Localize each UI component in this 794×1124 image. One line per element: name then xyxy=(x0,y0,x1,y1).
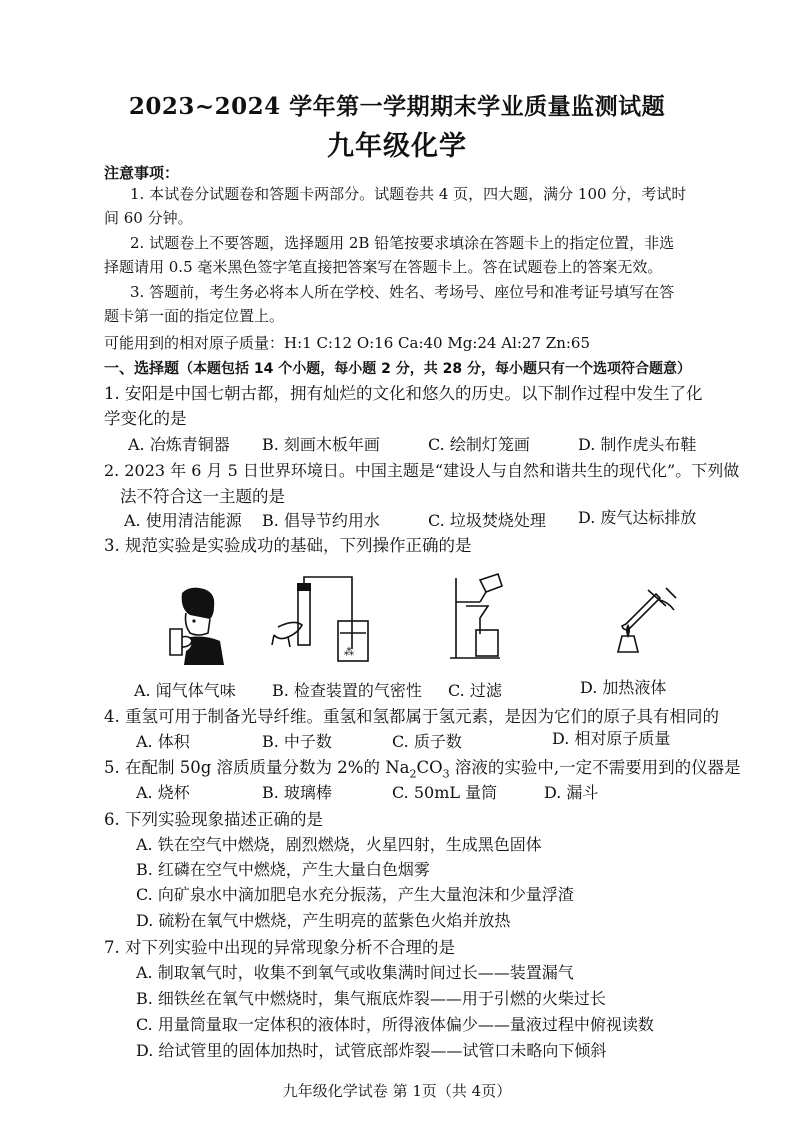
formula-subscript-2: 2 xyxy=(409,767,417,781)
figure-filtration xyxy=(440,572,520,662)
question-6-option-b: B. 红磷在空气中燃烧，产生大量白色烟雾 xyxy=(136,860,430,879)
notice-item-1-line-2: 间 60 分钟。 xyxy=(104,209,193,227)
question-7-option-d: D. 给试管里的固体加热时，试管底部炸裂——试管口未略向下倾斜 xyxy=(136,1041,607,1060)
question-1-option-b: B. 刻画木板年画 xyxy=(262,435,380,454)
question-2-option-a: A. 使用清洁能源 xyxy=(124,511,242,530)
page-footer: 九年级化学试卷 第 1页（共 4页） xyxy=(282,1082,512,1100)
question-5-line-1 xyxy=(104,754,741,780)
question-3-option-c: C. 过滤 xyxy=(448,681,502,700)
question-3-option-b: B. 检查装置的气密性 xyxy=(272,681,422,700)
svg-text:⁂: ⁂ xyxy=(344,647,354,658)
question-2-option-c: C. 垃圾焚烧处理 xyxy=(428,511,546,530)
notice-heading: 注意事项： xyxy=(104,164,180,182)
question-4-option-c: C. 质子数 xyxy=(392,732,462,751)
question-5-text-a: 5. 在配制 50g 溶质质量分数为 2%的 Na xyxy=(104,758,410,777)
question-5-option-c: C. 50mL 量筒 xyxy=(392,783,498,802)
notice-item-3-line-2: 题卡第一面的指定位置上。 xyxy=(104,307,285,325)
question-4-option-d: D. 相对原子质量 xyxy=(552,729,671,748)
question-6-option-c: C. 向矿泉水中滴加肥皂水充分振荡，产生大量泡沫和少量浮渣 xyxy=(136,885,574,904)
question-1-line-2: 学变化的是 xyxy=(104,409,187,428)
question-6-option-a: A. 铁在空气中燃烧，剧烈燃烧，火星四射，生成黑色固体 xyxy=(136,835,542,854)
notice-item-2-line-2: 择题请用 0.5 毫米黑色签字笔直接把答案写在答题卡上。答在试题卷上的答案无效。 xyxy=(104,258,663,276)
notice-item-1-line-1: 1. 本试卷分试题卷和答题卡两部分。试题卷共 4 页，四大题，满分 100 分，考试时 xyxy=(130,185,687,203)
question-4-option-b: B. 中子数 xyxy=(262,732,332,751)
question-1-option-a: A. 冶炼青铜器 xyxy=(128,435,230,454)
question-5-option-b: B. 玻璃棒 xyxy=(262,783,332,802)
figure-smell-gas xyxy=(160,585,230,667)
question-2-line-1: 2. 2023 年 6 月 5 日世界环境日。中国主题是“建设人与自然和谐共生的现代化”。下列做 xyxy=(104,461,740,480)
section-1-heading: 一、选择题 xyxy=(104,359,180,377)
notice-item-3-line-1: 3. 答题前，考生务必将本人所在学校、姓名、考场号、座位号和准考证号填写在答 xyxy=(130,283,675,301)
question-5-text-b: 溶液的实验中,一定不需要用到的仪器是 xyxy=(449,758,741,777)
question-7-option-c: C. 用量筒量取一定体积的液体时，所得液体偏少——量液过程中俯视读数 xyxy=(136,1015,654,1034)
question-4-option-a: A. 体积 xyxy=(136,732,190,751)
formula-subscript-3: 3 xyxy=(442,767,450,781)
question-6-line-1: 6. 下列实验现象描述正确的是 xyxy=(104,810,323,829)
question-5-option-d: D. 漏斗 xyxy=(544,783,599,802)
exam-title: 2023~2024 学年第一学期期末学业质量监测试题 xyxy=(128,93,666,120)
section-1-description: （本题包括 14 个小题，每小题 2 分，共 28 分，每小题只有一个选项符合题意） xyxy=(179,361,691,377)
question-7-line-1: 7. 对下列实验中出现的异常现象分析不合理的是 xyxy=(104,938,455,957)
question-1-line-1: 1. 安阳是中国七朝古都，拥有灿烂的文化和悠久的历史。以下制作过程中发生了化 xyxy=(104,384,703,403)
question-6-option-d: D. 硫粉在氧气中燃烧，产生明亮的蓝紫色火焰并放热 xyxy=(136,911,511,930)
notice-item-2-line-1: 2. 试题卷上不要答题，选择题用 2B 铅笔按要求填涂在答题卡上的指定位置，非选 xyxy=(130,234,675,252)
question-1-option-d: D. 制作虎头布鞋 xyxy=(578,435,697,454)
question-3-option-a: A. 闻气体气味 xyxy=(134,681,236,700)
question-1-option-c: C. 绘制灯笼画 xyxy=(428,435,530,454)
question-3-option-d: D. 加热液体 xyxy=(580,678,667,697)
exam-subject: 九年级化学 xyxy=(327,131,467,162)
question-2-line-2: 法不符合这一主题的是 xyxy=(120,487,285,506)
question-5-option-a: A. 烧杯 xyxy=(136,783,190,802)
question-7-option-b: B. 细铁丝在氧气中燃烧时，集气瓶底炸裂——用于引燃的火柴过长 xyxy=(136,989,606,1008)
question-2-option-b: B. 倡导节约用水 xyxy=(262,511,380,530)
atomic-masses: 可能用到的相对原子质量：H:1 C:12 O:16 Ca:40 Mg:24 Al:27 Zn:65 xyxy=(104,334,590,352)
question-7-option-a: A. 制取氧气时，收集不到氧气或收集满时间过长——装置漏气 xyxy=(136,963,574,982)
figure-airtightness xyxy=(268,575,378,670)
question-3-line-1: 3. 规范实验是实验成功的基础，下列操作正确的是 xyxy=(104,536,472,555)
question-2-option-d: D. 废气达标排放 xyxy=(578,508,697,527)
formula-co: CO xyxy=(416,758,443,777)
question-4-line-1: 4. 重氢可用于制备光导纤维。重氢和氢都属于氢元素，是因为它们的原子具有相同的 xyxy=(104,707,719,726)
figure-heating-liquid xyxy=(604,580,684,660)
section-1-header xyxy=(104,357,691,378)
